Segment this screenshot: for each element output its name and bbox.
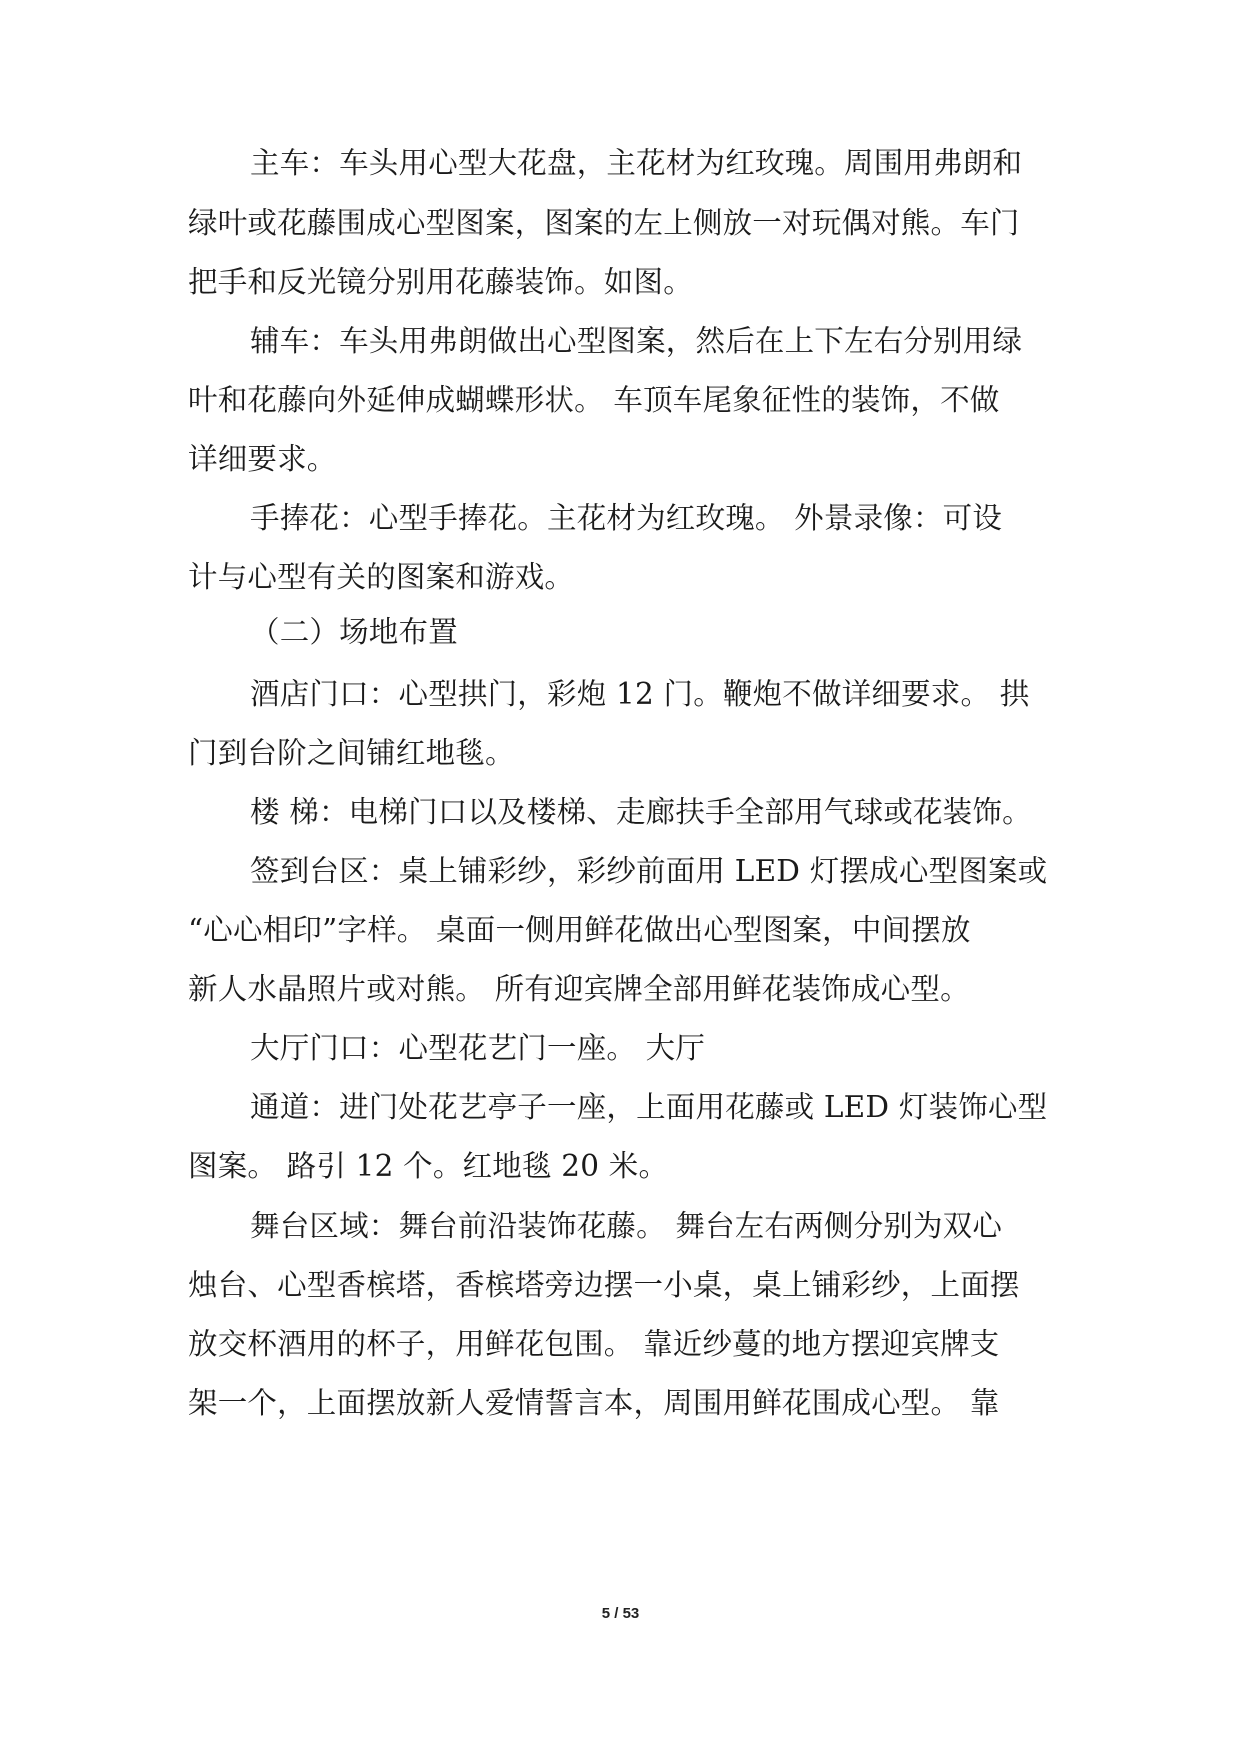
bouquet-line-2: 计与心型有关的图案和游戏。 [188,560,575,594]
aisle-line-1: 通道：进门处花艺亭子一座，上面用花藤或 LED 灯装饰心型 [250,1090,1048,1124]
stage-line-1: 舞台区域：舞台前沿装饰花藤。 舞台左右两侧分别为双心 [250,1209,1003,1243]
stage-line-3: 放交杯酒用的杯子，用鲜花包围。 靠近纱蔓的地方摆迎宾牌支 [188,1327,1000,1361]
aux-car-line-3: 详细要求。 [188,442,337,476]
stage-line-2: 烛台、心型香槟塔，香槟塔旁边摆一小桌，桌上铺彩纱，上面摆 [188,1268,1020,1302]
hotel-entrance-line-2: 门到台阶之间铺红地毯。 [188,736,515,770]
aux-car-line-1: 辅车：车头用弗朗做出心型图案，然后在上下左右分别用绿 [250,324,1023,358]
aux-car-line-2: 叶和花藤向外延伸成蝴蝶形状。 车顶车尾象征性的装饰，不做 [188,383,1000,417]
hotel-entrance-line-1: 酒店门口：心型拱门，彩炮 12 门。鞭炮不做详细要求。 拱 [250,677,1030,711]
main-car-line-2: 绿叶或花藤围成心型图案，图案的左上侧放一对玩偶对熊。车门 [188,206,1020,240]
aisle-line-2: 图案。 路引 12 个。红地毯 20 米。 [188,1149,669,1183]
section-heading: （二）场地布置 [250,615,458,649]
page-number: 5 / 53 [601,1605,640,1622]
signin-line-2: “心心相印”字样。 桌面一侧用鲜花做出心型图案，中间摆放 [188,913,971,947]
hall-entrance-line: 大厅门口：心型花艺门一座。 大厅 [250,1031,706,1065]
main-car-line-3: 把手和反光镜分别用花藤装饰。如图。 [188,265,693,299]
signin-line-1: 签到台区：桌上铺彩纱，彩纱前面用 LED 灯摆成心型图案或 [250,854,1048,888]
stage-line-4: 架一个，上面摆放新人爱情誓言本，周围用鲜花围成心型。 靠 [188,1386,1000,1420]
stairs-line: 楼 梯：电梯门口以及楼梯、走廊扶手全部用气球或花装饰。 [250,795,1032,829]
main-car-line-1: 主车：车头用心型大花盘，主花材为红玫瑰。周围用弗朗和 [250,146,1023,180]
signin-line-3: 新人水晶照片或对熊。 所有迎宾牌全部用鲜花装饰成心型。 [188,972,970,1006]
bouquet-line-1: 手捧花：心型手捧花。主花材为红玫瑰。 外景录像：可设 [250,501,1003,535]
